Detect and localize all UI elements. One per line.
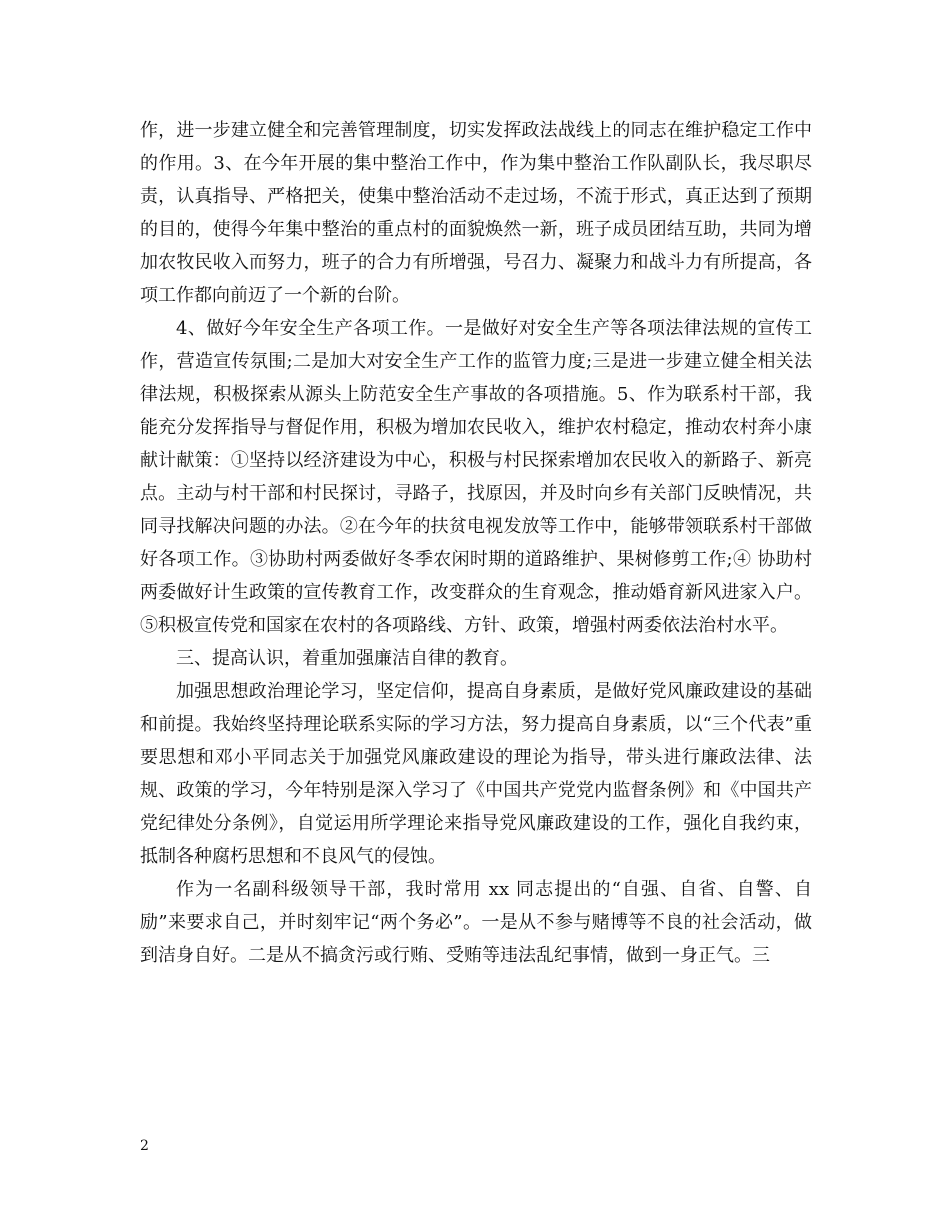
paragraph-1: 作，进一步建立健全和完善管理制度，切实发挥政法战线上的同志在维护稳定工作中的作用。3、在今年开展的集中整治工作中，作为集中整治工作队副队长，我尽职尽责，认真指导、严格把关，使集中整治活动不走过场，不流于形式，真正达到了预期的目的，使得今年集中整治的重点村的面貌焕然一新，班子成员团结互助，共同为增加农牧民收入而努力，班子的合力有所增强，号召力、凝聚力和战斗力有所提高，各项工作都向前迈了一个新的台阶。 [140,120,812,306]
body-text [140,114,812,972]
page-number: 2 [140,1138,149,1154]
section-heading: 三、提高认识，着重加强廉洁自律的教育。 [176,648,518,669]
paragraph-4: 作为一名副科级领导干部，我时常用 xx 同志提出的“自强、自省、自警、自励”来要求自己，并时刻牢记“两个务必”。一是从不参与赌博等不良的社会活动，做到洁身自好。二是从不搞贪污或行贿、受贿等违法乱纪事情，做到一身正气。三 [140,879,812,966]
paragraph-2: 4、做好今年安全生产各项工作。一是做好对安全生产等各项法律法规的宣传工作，营造宣传氛围;二是加大对安全生产工作的监管力度;三是进一步建立健全相关法律法规，积极探索从源头上防范安全生产事故的各项措施。5、作为联系村干部，我能充分发挥指导与督促作用，积极为增加农民收入，维护农村稳定，推动农村奔小康献计献策：①坚持以经济建设为中心，积极与村民探索增加农民收入的新路子、新亮点。主动与村干部和村民探讨，寻路子，找原因，并及时向乡有关部门反映情况，共同寻找解决问题的办法。②在今年的扶贫电视发放等工作中，能够带领联系村干部做好各项工作。③协助村两委做好冬季农闲时期的道路维护、果树修剪工作;④ 协助村两委做好计生政策的宣传教育工作，改变群众的生育观念，推动婚育新风进家入户。⑤积极宣传党和国家在农村的各项路线、方针、政策，增强村两委依法治村水平。 [140,318,812,636]
paragraph-3: 加强思想政治理论学习，坚定信仰，提高自身素质，是做好党风廉政建设的基础和前提。我始终坚持理论联系实际的学习方法，努力提高自身素质，以“三个代表”重要思想和邓小平同志关于加强党风廉政建设的理论为指导，带头进行廉政法律、法规、政策的学习，今年特别是深入学习了《中国共产党党内监督条例》和《中国共产党纪律处分条例》，自觉运用所学理论来指导党风廉政建设的工作，强化自我约束，抵制各种腐朽思想和不良风气的侵蚀。 [140,681,812,867]
